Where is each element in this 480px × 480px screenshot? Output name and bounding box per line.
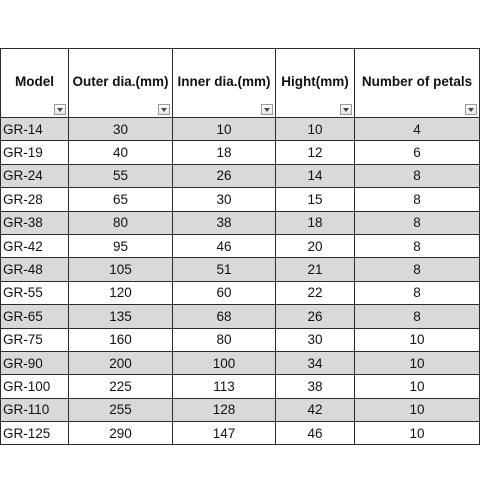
cell-height[interactable]: 18 xyxy=(276,211,355,234)
cell-outer-dia[interactable]: 225 xyxy=(69,375,173,398)
cell-number-of-petals[interactable]: 10 xyxy=(355,351,480,374)
table-row xyxy=(1,211,480,234)
cell-model[interactable]: GR-42 xyxy=(1,234,69,257)
dropdown-arrow-icon xyxy=(343,108,349,112)
column-header-label: Number of petals xyxy=(361,73,473,89)
cell-height[interactable]: 34 xyxy=(276,351,355,374)
filter-dropdown-button[interactable] xyxy=(340,104,352,115)
cell-outer-dia[interactable]: 40 xyxy=(69,141,173,164)
cell-inner-dia[interactable]: 51 xyxy=(173,258,276,281)
cell-model[interactable]: GR-125 xyxy=(1,422,69,445)
column-header-inner-dia xyxy=(173,49,276,118)
column-header-label: Inner dia.(mm) xyxy=(177,73,271,89)
cell-inner-dia[interactable]: 60 xyxy=(173,281,276,304)
cell-inner-dia[interactable]: 30 xyxy=(173,188,276,211)
cell-height[interactable]: 38 xyxy=(276,375,355,398)
cell-height[interactable]: 14 xyxy=(276,164,355,187)
cell-model[interactable]: GR-75 xyxy=(1,328,69,351)
cell-height[interactable]: 22 xyxy=(276,281,355,304)
cell-model[interactable]: GR-90 xyxy=(1,351,69,374)
cell-outer-dia[interactable]: 55 xyxy=(69,164,173,187)
cell-inner-dia[interactable]: 26 xyxy=(173,164,276,187)
cell-inner-dia[interactable]: 68 xyxy=(173,305,276,328)
table-row xyxy=(1,234,480,257)
cell-height[interactable]: 15 xyxy=(276,188,355,211)
cell-model[interactable]: GR-100 xyxy=(1,375,69,398)
cell-number-of-petals[interactable]: 8 xyxy=(355,234,480,257)
cell-model[interactable]: GR-14 xyxy=(1,118,69,141)
cell-number-of-petals[interactable]: 8 xyxy=(355,211,480,234)
table-body xyxy=(1,118,480,445)
dropdown-arrow-icon xyxy=(468,108,474,112)
cell-inner-dia[interactable]: 147 xyxy=(173,422,276,445)
product-spec-table xyxy=(0,48,480,445)
cell-inner-dia[interactable]: 80 xyxy=(173,328,276,351)
column-header-label: Model xyxy=(15,73,54,89)
cell-outer-dia[interactable]: 120 xyxy=(69,281,173,304)
header-row xyxy=(1,49,480,118)
column-header-label: Hight(mm) xyxy=(281,73,349,89)
cell-outer-dia[interactable]: 65 xyxy=(69,188,173,211)
cell-outer-dia[interactable]: 30 xyxy=(69,118,173,141)
cell-height[interactable]: 10 xyxy=(276,118,355,141)
column-header-label: Outer dia.(mm) xyxy=(72,73,169,89)
filter-dropdown-button[interactable] xyxy=(158,104,170,115)
cell-outer-dia[interactable]: 255 xyxy=(69,398,173,421)
cell-height[interactable]: 21 xyxy=(276,258,355,281)
cell-model[interactable]: GR-48 xyxy=(1,258,69,281)
table-row xyxy=(1,281,480,304)
cell-number-of-petals[interactable]: 8 xyxy=(355,281,480,304)
cell-number-of-petals[interactable]: 10 xyxy=(355,422,480,445)
table-row xyxy=(1,141,480,164)
cell-number-of-petals[interactable]: 4 xyxy=(355,118,480,141)
cell-number-of-petals[interactable]: 8 xyxy=(355,164,480,187)
cell-outer-dia[interactable]: 80 xyxy=(69,211,173,234)
cell-height[interactable]: 12 xyxy=(276,141,355,164)
cell-height[interactable]: 30 xyxy=(276,328,355,351)
cell-model[interactable]: GR-19 xyxy=(1,141,69,164)
dropdown-arrow-icon xyxy=(57,108,63,112)
cell-inner-dia[interactable]: 128 xyxy=(173,398,276,421)
filter-dropdown-button[interactable] xyxy=(54,104,66,115)
dropdown-arrow-icon xyxy=(161,108,167,112)
cell-number-of-petals[interactable]: 8 xyxy=(355,188,480,211)
table-row xyxy=(1,188,480,211)
cell-inner-dia[interactable]: 18 xyxy=(173,141,276,164)
cell-number-of-petals[interactable]: 10 xyxy=(355,398,480,421)
cell-inner-dia[interactable]: 38 xyxy=(173,211,276,234)
cell-inner-dia[interactable]: 113 xyxy=(173,375,276,398)
dropdown-arrow-icon xyxy=(264,108,270,112)
column-header-outer-dia xyxy=(69,49,173,118)
cell-height[interactable]: 20 xyxy=(276,234,355,257)
cell-height[interactable]: 26 xyxy=(276,305,355,328)
cell-number-of-petals[interactable]: 10 xyxy=(355,328,480,351)
cell-outer-dia[interactable]: 160 xyxy=(69,328,173,351)
cell-inner-dia[interactable]: 10 xyxy=(173,118,276,141)
table-row xyxy=(1,351,480,374)
cell-height[interactable]: 42 xyxy=(276,398,355,421)
cell-height[interactable]: 46 xyxy=(276,422,355,445)
cell-outer-dia[interactable]: 95 xyxy=(69,234,173,257)
cell-number-of-petals[interactable]: 6 xyxy=(355,141,480,164)
table-row xyxy=(1,305,480,328)
table-row xyxy=(1,398,480,421)
filter-dropdown-button[interactable] xyxy=(465,104,477,115)
cell-model[interactable]: GR-55 xyxy=(1,281,69,304)
cell-model[interactable]: GR-110 xyxy=(1,398,69,421)
cell-inner-dia[interactable]: 46 xyxy=(173,234,276,257)
cell-outer-dia[interactable]: 135 xyxy=(69,305,173,328)
table-row xyxy=(1,118,480,141)
column-header-height xyxy=(276,49,355,118)
table-row xyxy=(1,375,480,398)
cell-outer-dia[interactable]: 200 xyxy=(69,351,173,374)
cell-model[interactable]: GR-65 xyxy=(1,305,69,328)
table-row xyxy=(1,164,480,187)
cell-inner-dia[interactable]: 100 xyxy=(173,351,276,374)
cell-outer-dia[interactable]: 105 xyxy=(69,258,173,281)
cell-number-of-petals[interactable]: 8 xyxy=(355,305,480,328)
cell-model[interactable]: GR-24 xyxy=(1,164,69,187)
cell-number-of-petals[interactable]: 10 xyxy=(355,375,480,398)
cell-model[interactable]: GR-28 xyxy=(1,188,69,211)
column-header-model xyxy=(1,49,69,118)
cell-model[interactable]: GR-38 xyxy=(1,211,69,234)
filter-dropdown-button[interactable] xyxy=(261,104,273,115)
table-row xyxy=(1,422,480,445)
spreadsheet xyxy=(0,48,480,445)
table-row xyxy=(1,328,480,351)
cell-outer-dia[interactable]: 290 xyxy=(69,422,173,445)
cell-number-of-petals[interactable]: 8 xyxy=(355,258,480,281)
column-header-number-of-petals xyxy=(355,49,480,118)
table-row xyxy=(1,258,480,281)
